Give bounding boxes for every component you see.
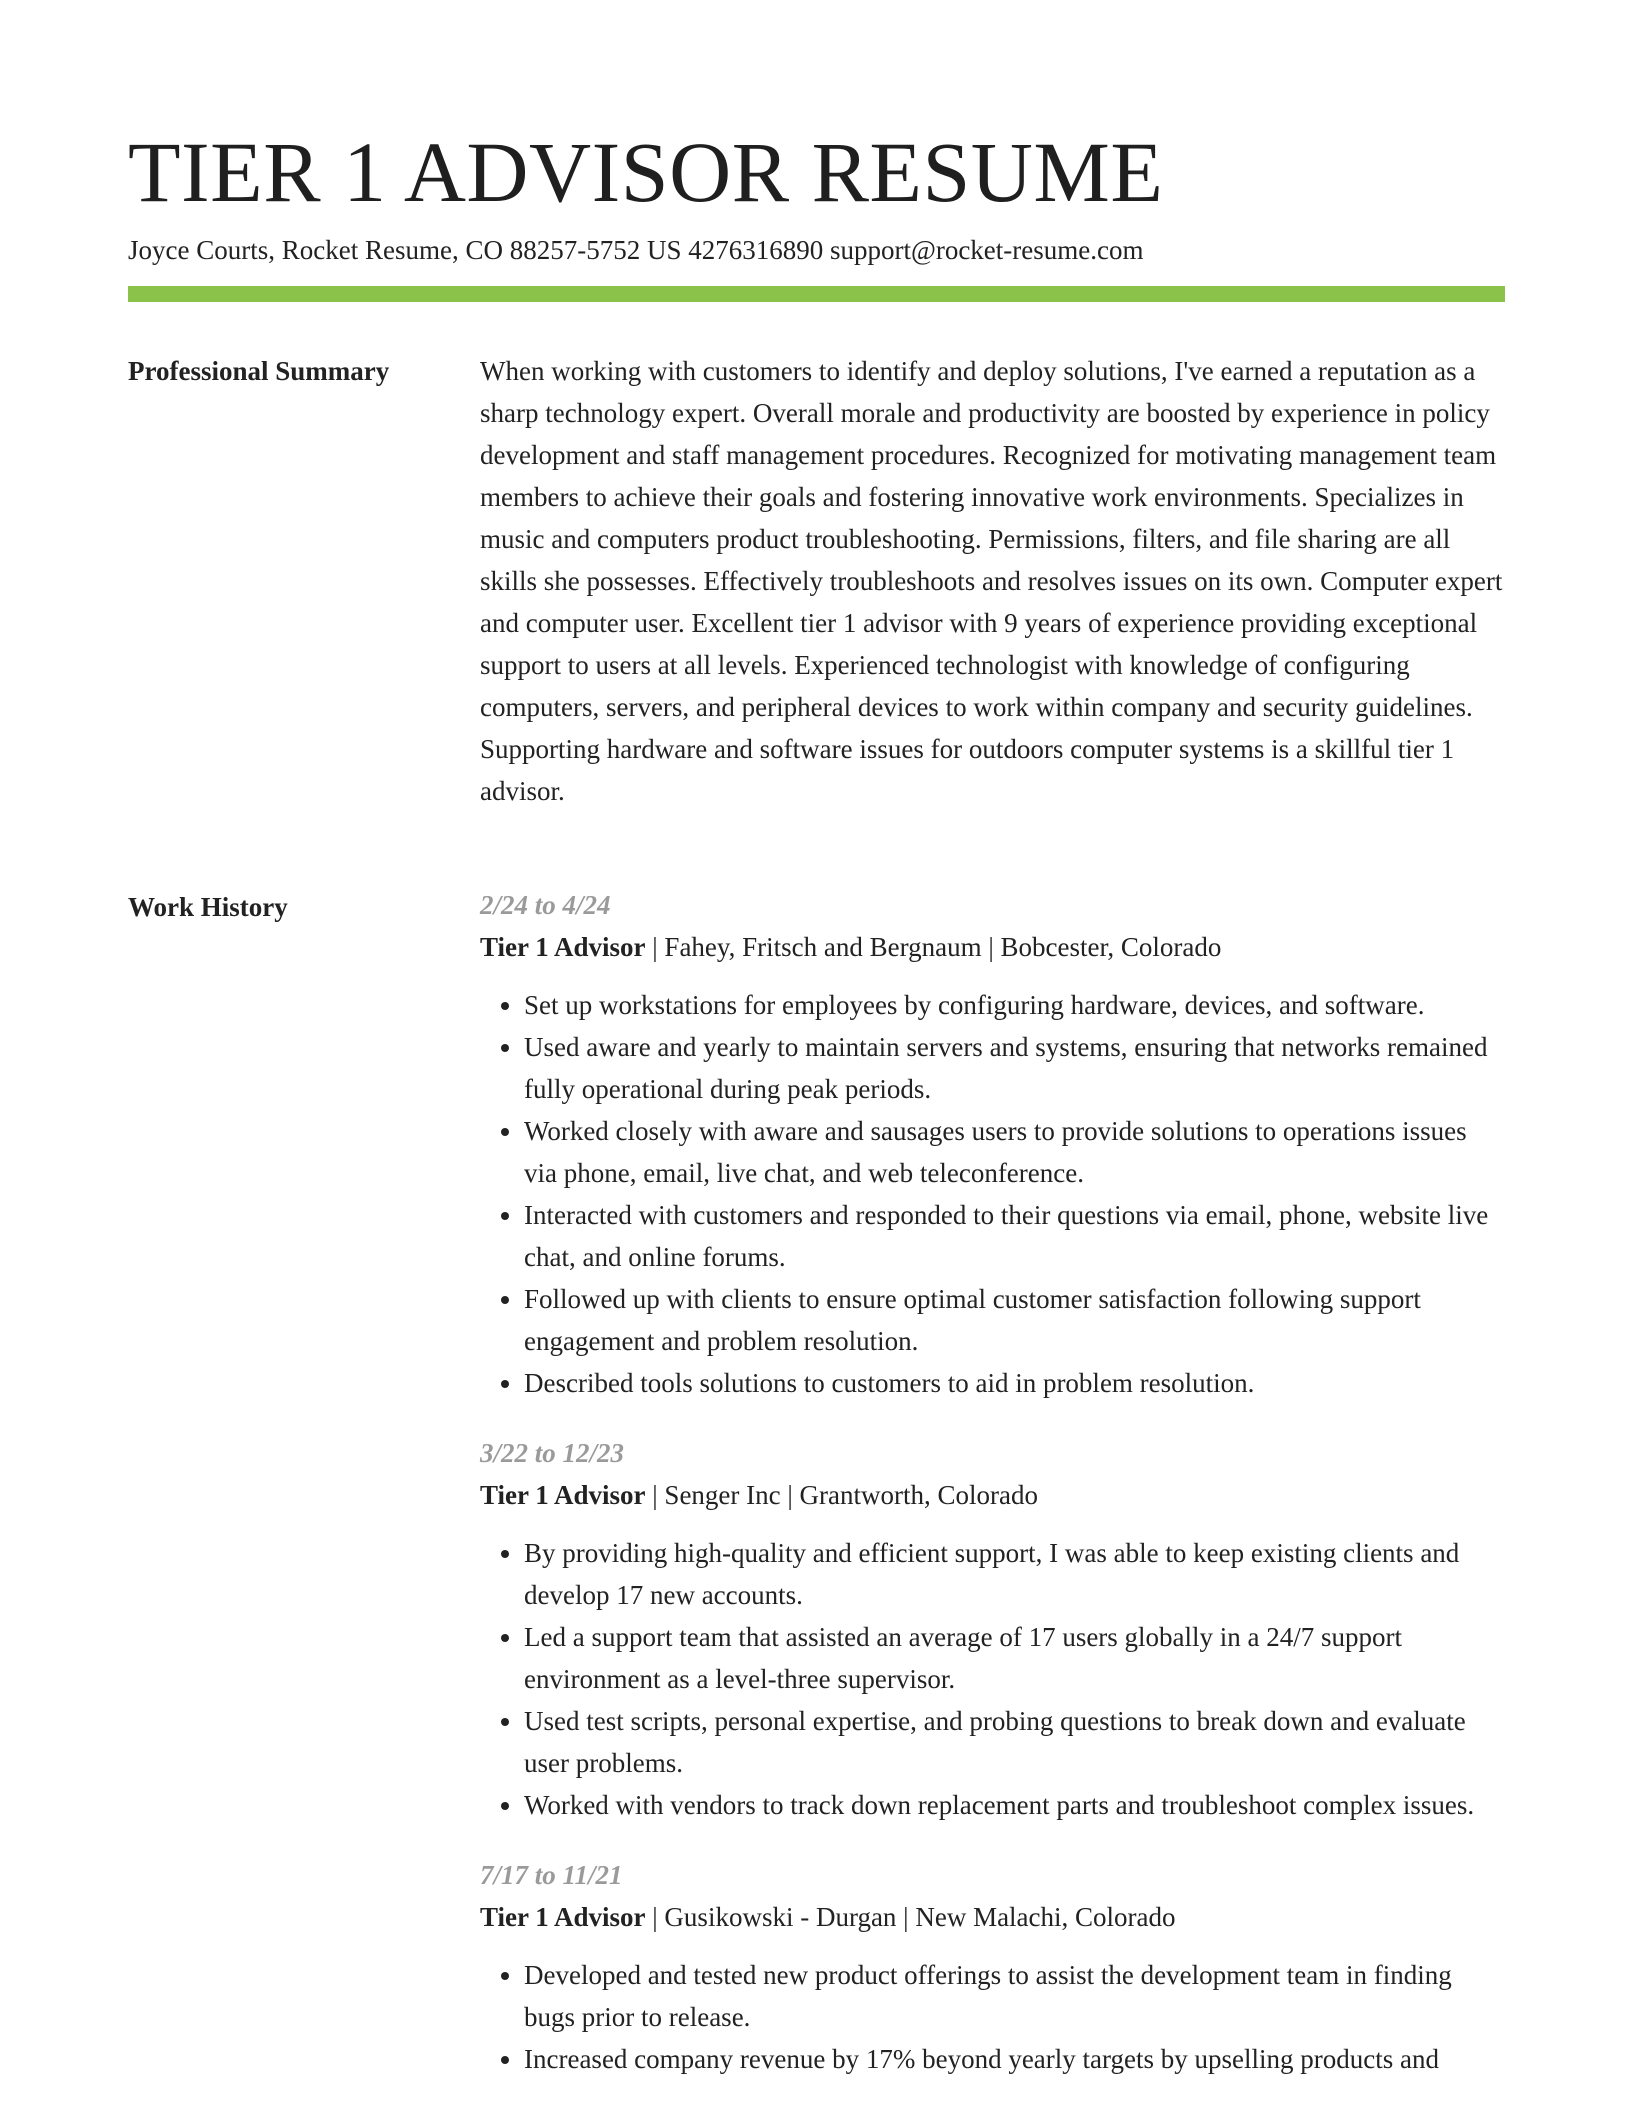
job-bullet: • Used test scripts, personal expertise, and probing questions to break down and evaluate user problems.	[524, 1700, 1506, 1784]
resume-title: TIER 1 ADVISOR RESUME	[128, 124, 1164, 220]
job-entry	[480, 884, 1506, 1404]
job-details: | Senger Inc | Grantworth, Colorado	[645, 1480, 1038, 1510]
job-title: Tier 1 Advisor	[480, 932, 646, 962]
job-bullets	[480, 1954, 1506, 2080]
job-heading	[480, 1474, 1506, 1516]
job-heading	[480, 1896, 1506, 1938]
job-bullet: • Increased company revenue by 17% beyond yearly targets by upselling products and	[524, 2038, 1506, 2080]
job-entry	[480, 1432, 1506, 1826]
job-bullets	[480, 984, 1506, 1404]
job-details: | Gusikowski - Durgan | New Malachi, Colorado	[645, 1902, 1176, 1932]
job-bullet: • Used aware and yearly to maintain servers and systems, ensuring that networks remained fully operational during peak periods.	[524, 1026, 1506, 1110]
job-bullets	[480, 1532, 1506, 1826]
job-bullet: • By providing high-quality and efficient support, I was able to keep existing clients and develop 17 new accounts.	[524, 1532, 1506, 1616]
job-bullet: • Led a support team that assisted an average of 17 users globally in a 24/7 support environment as a level-three supervisor.	[524, 1616, 1506, 1700]
job-bullet: • Followed up with clients to ensure optimal customer satisfaction following support engagement and problem resolution.	[524, 1278, 1506, 1362]
job-entry	[480, 1854, 1506, 2080]
summary-body	[480, 350, 1506, 812]
job-bullet: • Interacted with customers and responded to their questions via email, phone, website live chat, and online forums.	[524, 1194, 1506, 1278]
summary-label: Professional Summary	[128, 356, 390, 386]
summary-section	[128, 350, 1505, 860]
contact-line: Joyce Courts, Rocket Resume, CO 88257-5752 US 4276316890 support@rocket-resume.com	[128, 235, 1144, 265]
job-heading	[480, 926, 1506, 968]
summary-text: When working with customers to identify and deploy solutions, I've earned a reputation as a sharp technology expert. Overall morale and productivity are boosted by experience in policy development and staff management procedures. Recognized for motivating management team members to achieve their goals and fostering innovative work environments. Specializes in music and computers product troubleshooting. Permissions, filters, and file sharing are all skills she possesses. Effectively troubleshoots and resolves issues on its own. Computer expert and computer user. Excellent tier 1 advisor with 9 years of experience providing exceptional support to users at all levels. Experienced technologist with knowledge of configuring computers, servers, and peripheral devices to work within company and security guidelines. Supporting hardware and software issues for outdoors computer systems is a skillful tier 1 advisor.	[480, 356, 1503, 806]
header-divider	[128, 286, 1505, 302]
job-bullet: • Described tools solutions to customers to aid in problem resolution.	[524, 1362, 1506, 1404]
job-title: Tier 1 Advisor	[480, 1902, 646, 1932]
job-title: Tier 1 Advisor	[480, 1480, 646, 1510]
job-bullet: • Worked with vendors to track down replacement parts and troubleshoot complex issues.	[524, 1784, 1506, 1826]
job-dates: 7/17 to 11/21	[480, 1860, 623, 1890]
job-details: | Fahey, Fritsch and Bergnaum | Bobcester, Colorado	[645, 932, 1222, 962]
job-bullet: • Set up workstations for employees by configuring hardware, devices, and software.	[524, 984, 1506, 1026]
job-bullet: • Worked closely with aware and sausages users to provide solutions to operations issues via phone, email, live chat, and web teleconference.	[524, 1110, 1506, 1194]
work-history-label: Work History	[128, 892, 288, 922]
job-dates: 3/22 to 12/23	[480, 1438, 625, 1468]
work-history-body	[480, 886, 1506, 2110]
job-dates: 2/24 to 4/24	[480, 890, 611, 920]
job-bullet: • Developed and tested new product offerings to assist the development team in finding bugs prior to release.	[524, 1954, 1506, 2038]
